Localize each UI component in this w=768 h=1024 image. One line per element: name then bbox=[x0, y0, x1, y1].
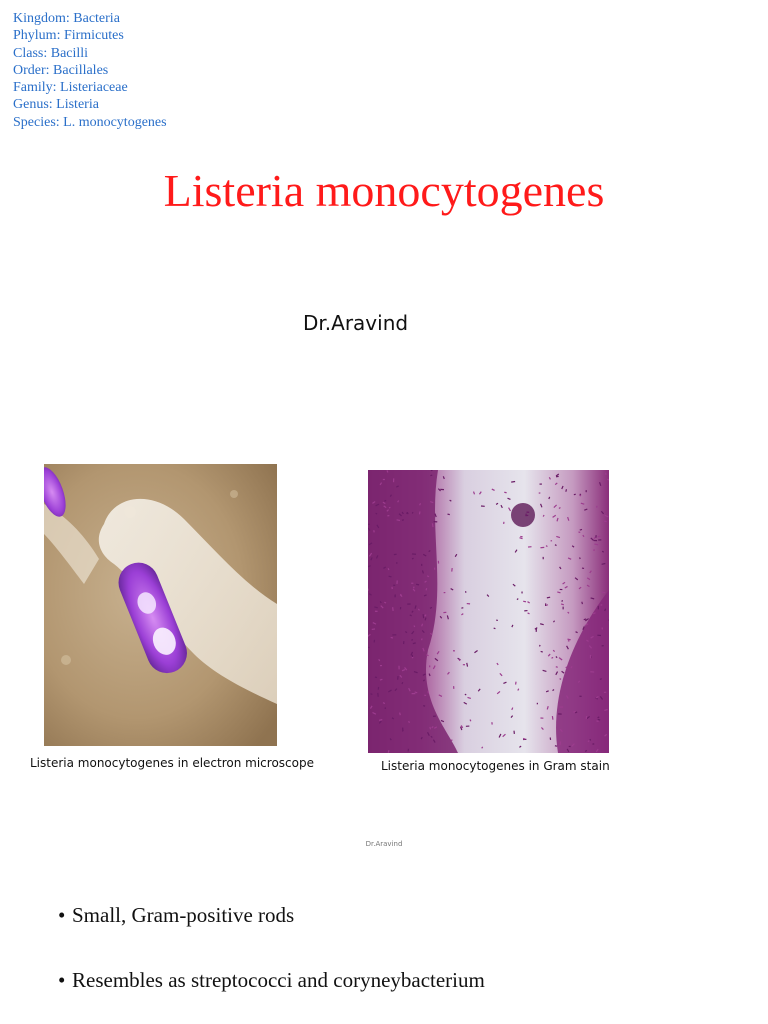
bullet-text: Resembles as streptococci and coryneybacterium bbox=[72, 968, 485, 992]
taxonomy-kingdom: Kingdom: Bacteria bbox=[13, 11, 120, 26]
taxonomy-order: Order: Bacillales bbox=[13, 62, 109, 78]
bullet-item bbox=[58, 968, 485, 993]
taxonomy-species: Species: L. monocytogenes bbox=[13, 114, 167, 130]
bullet-dot: • bbox=[58, 903, 66, 927]
taxonomy-genus: Genus: Listeria bbox=[13, 97, 99, 113]
electron-microscope-image bbox=[44, 464, 277, 746]
bullet-item bbox=[58, 903, 485, 928]
author-name: Dr.Aravind bbox=[303, 311, 409, 335]
electron-microscope-caption: Listeria monocytogenes in electron microscope bbox=[30, 756, 314, 770]
taxonomy-class: Class: Bacilli bbox=[13, 45, 89, 61]
bullet-list bbox=[58, 903, 485, 993]
taxonomy-list bbox=[13, 10, 167, 131]
gram-stain-caption: Listeria monocytogenes in Gram stain bbox=[381, 759, 610, 773]
bullet-text: Small, Gram-positive rods bbox=[72, 903, 295, 927]
taxonomy-family: Family: Listeriaceae bbox=[13, 80, 128, 96]
bullet-dot: • bbox=[58, 968, 66, 992]
taxonomy-phylum: Phylum: Firmicutes bbox=[13, 28, 124, 44]
page-title: Listeria monocytogenes bbox=[163, 165, 605, 216]
watermark: Dr.Aravind bbox=[365, 840, 403, 848]
gram-stain-image bbox=[368, 470, 609, 753]
